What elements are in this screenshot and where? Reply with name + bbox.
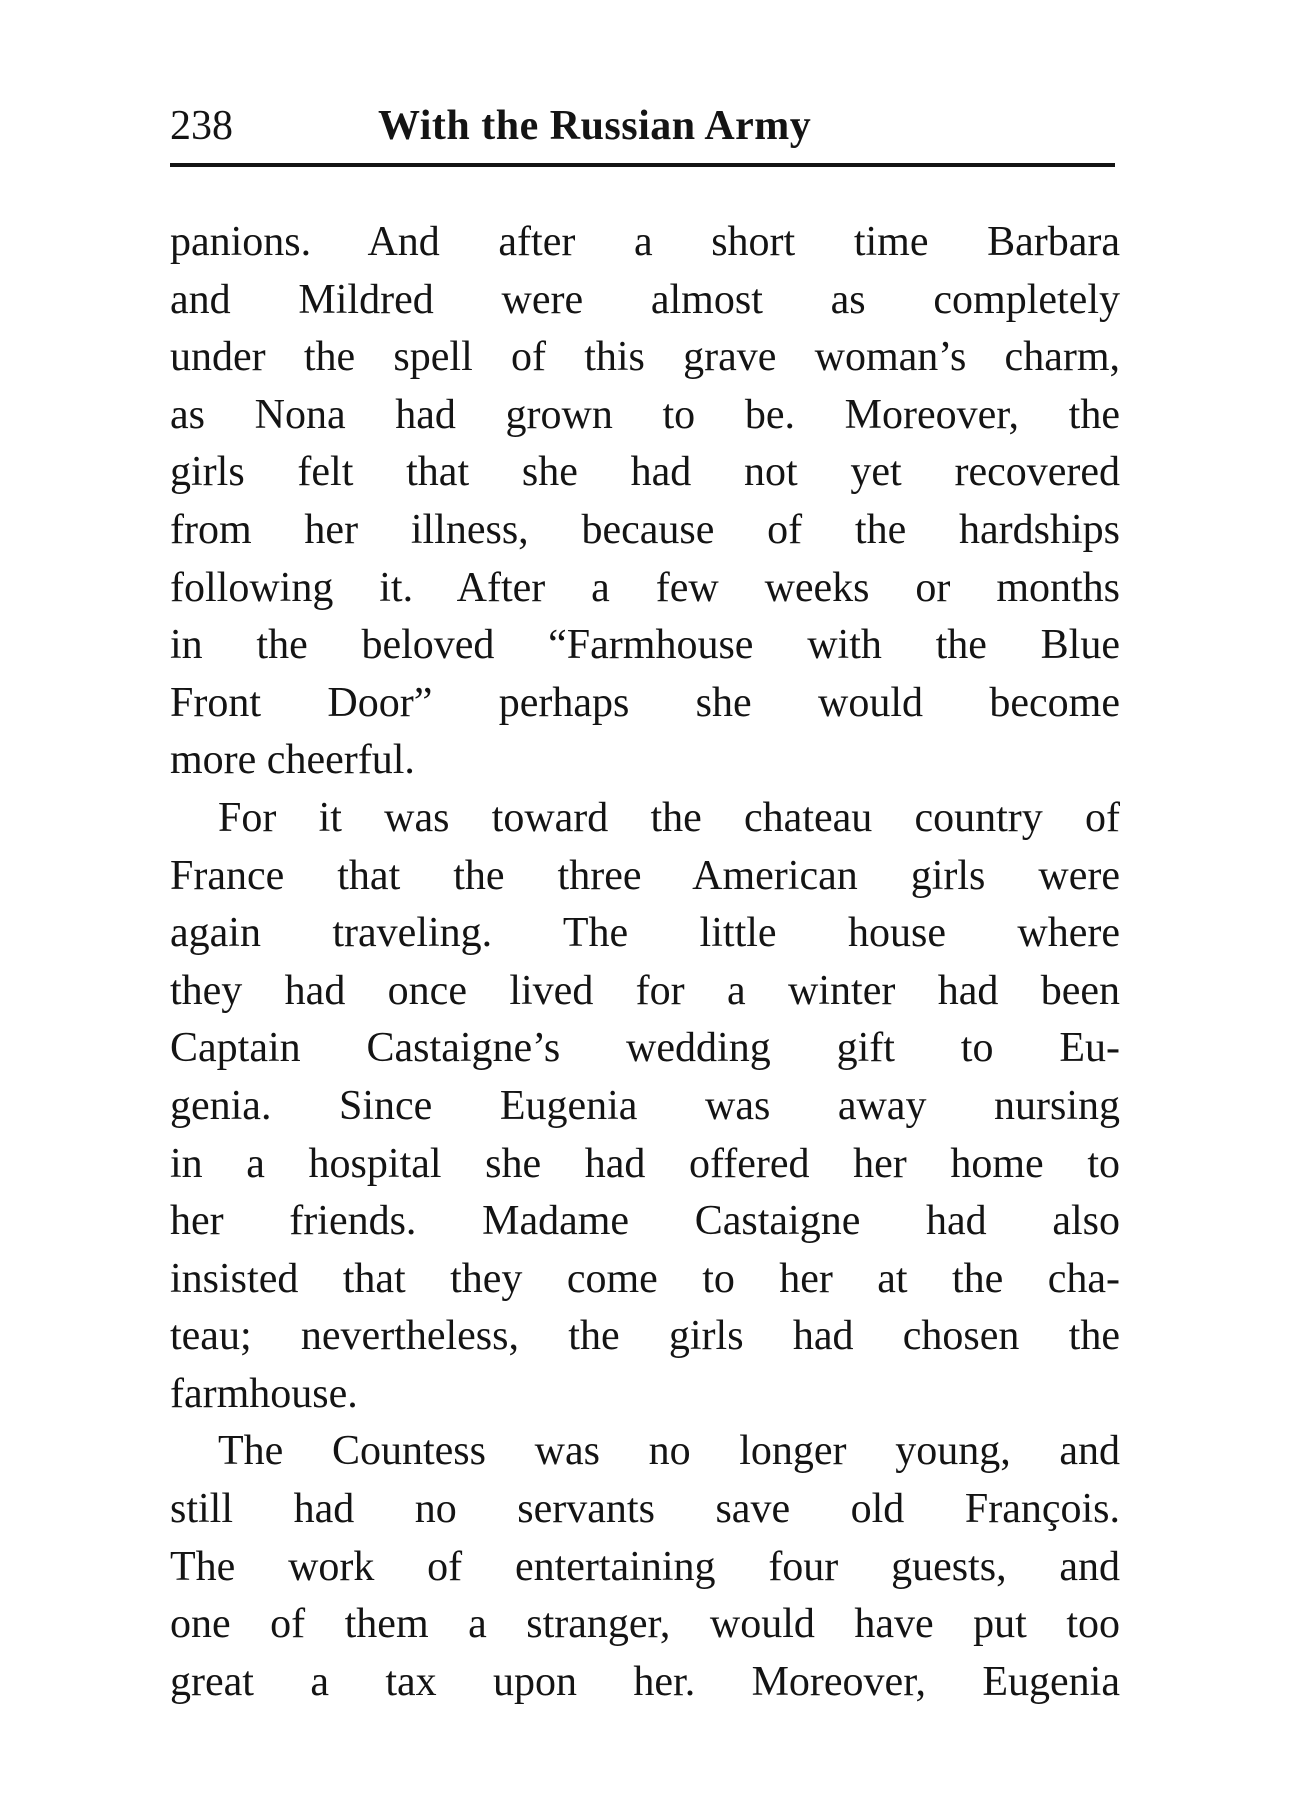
- text-line: again traveling. The little house where: [170, 910, 1120, 957]
- text-line: and Mildred were almost as completely: [170, 276, 1120, 323]
- text-line: from her illness, because of the hardships: [170, 506, 1120, 553]
- text-line: in the beloved “Farmhouse with the Blue: [170, 622, 1120, 669]
- text-line: girls felt that she had not yet recovered: [170, 449, 1120, 496]
- text-line: they had once lived for a winter had been: [170, 967, 1120, 1014]
- text-line: genia. Since Eugenia was away nursing: [170, 1082, 1120, 1129]
- text-line: For it was toward the chateau country of: [218, 794, 1120, 841]
- paragraph-1: [170, 214, 1120, 790]
- text-line: Captain Castaigne’s wedding gift to Eu-: [170, 1025, 1120, 1072]
- text-line: following it. After a few weeks or months: [170, 564, 1120, 611]
- text-line: one of them a stranger, would have put too: [170, 1601, 1120, 1648]
- book-title: With the Russian Army: [378, 103, 812, 149]
- text-line: in a hospital she had offered her home to: [170, 1140, 1120, 1187]
- text-line: panions. And after a short time Barbara: [170, 219, 1120, 265]
- text-line: as Nona had grown to be. Moreover, the: [170, 391, 1120, 438]
- page-number: 238: [170, 103, 233, 149]
- paragraph-2: [170, 790, 1120, 1424]
- header-rule: [170, 163, 1115, 167]
- text-line: teau; nevertheless, the girls had chosen the: [170, 1313, 1120, 1360]
- text-line: more cheerful.: [170, 737, 415, 784]
- text-line: still had no servants save old François.: [170, 1486, 1120, 1533]
- running-head: [170, 96, 1115, 156]
- text-line: farmhouse.: [170, 1370, 358, 1417]
- text-line: The Countess was no longer young, and: [218, 1428, 1120, 1475]
- text-line: insisted that they come to her at the cha-: [170, 1255, 1120, 1302]
- body-text: [170, 214, 1120, 1711]
- text-line: great a tax upon her. Moreover, Eugenia: [170, 1658, 1120, 1705]
- text-line: France that the three American girls were: [170, 852, 1120, 899]
- text-line: her friends. Madame Castaigne had also: [170, 1198, 1120, 1245]
- paragraph-3: [170, 1423, 1120, 1711]
- text-line: Front Door” perhaps she would become: [170, 679, 1120, 726]
- text-line: under the spell of this grave woman’s charm,: [170, 334, 1120, 381]
- text-line: The work of entertaining four guests, and: [170, 1543, 1120, 1590]
